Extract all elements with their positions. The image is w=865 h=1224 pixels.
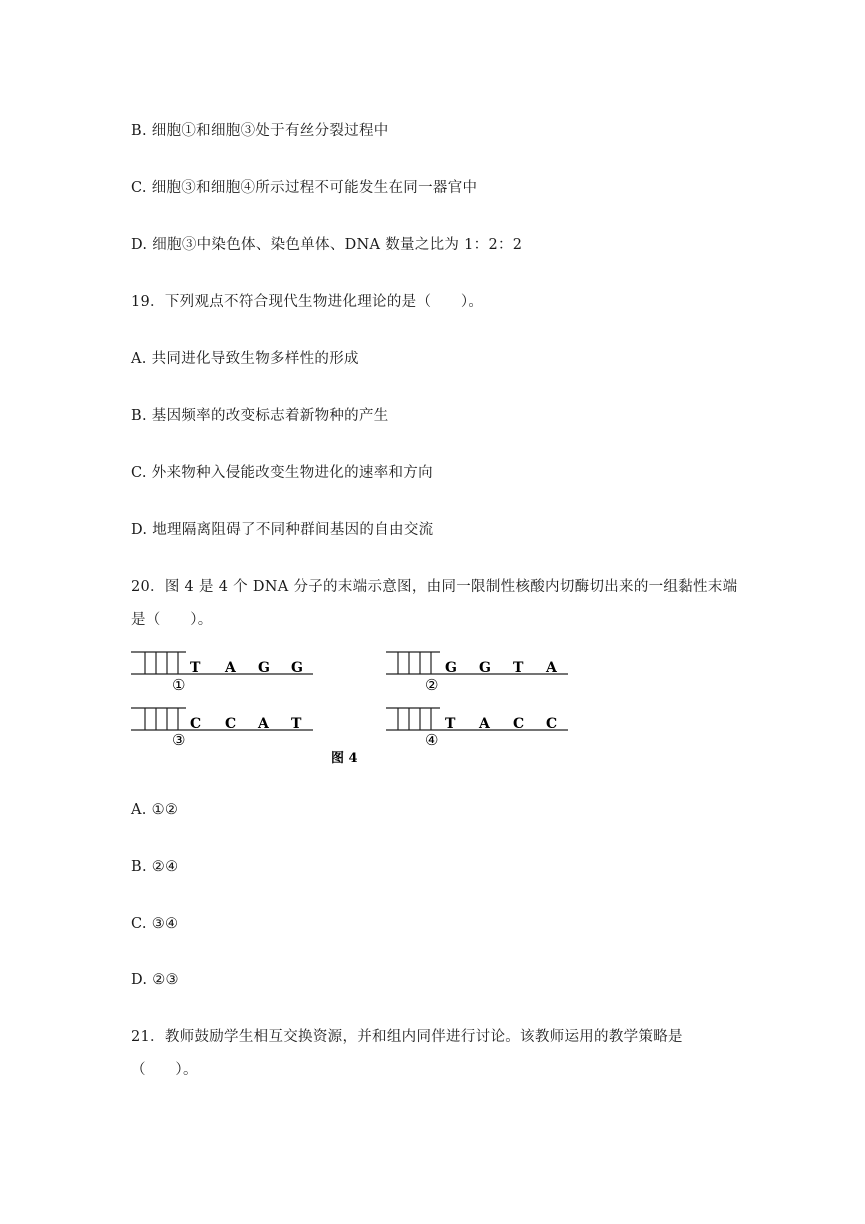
q20-option-a: A. ①② bbox=[131, 802, 179, 818]
end-number-label: ② bbox=[425, 676, 439, 694]
base-label: G bbox=[445, 660, 457, 676]
dna-end-4 bbox=[386, 708, 568, 749]
base-label: A bbox=[479, 716, 490, 732]
end-number-label: ① bbox=[172, 676, 186, 694]
base-label: C bbox=[546, 716, 558, 732]
q19-option-b: B. 基因频率的改变标志着新物种的产生 bbox=[131, 408, 389, 424]
base-label: G bbox=[291, 660, 303, 676]
dna-end-1 bbox=[131, 652, 313, 694]
q19-option-d: D. 地理隔离阻碍了不同种群间基因的自由交流 bbox=[131, 522, 434, 538]
q20-option-c: C. ③④ bbox=[131, 916, 179, 932]
base-label: G bbox=[258, 660, 270, 676]
base-label: C bbox=[513, 716, 525, 732]
base-label: T bbox=[190, 660, 201, 676]
q21-stem-line1: 21．教师鼓励学生相互交换资源，并和组内同伴进行讨论。该教师运用的教学策略是 bbox=[131, 1029, 683, 1045]
base-label: A bbox=[225, 660, 236, 676]
q19-stem: 19．下列观点不符合现代生物进化理论的是（ ）。 bbox=[131, 294, 484, 310]
base-label: C bbox=[225, 716, 237, 732]
q20-option-d: D. ②③ bbox=[131, 972, 179, 988]
base-label: T bbox=[513, 660, 524, 676]
q20-stem-line1: 20．图 4 是 4 个 DNA 分子的末端示意图，由同一限制性核酸内切酶切出来的一组黏性末端 bbox=[131, 579, 738, 595]
dna-ends-figure bbox=[128, 648, 578, 768]
dna-end-2 bbox=[386, 652, 568, 694]
dna-end-3 bbox=[131, 708, 313, 749]
q21-stem-line2: （ ）。 bbox=[131, 1062, 198, 1078]
end-number-label: ④ bbox=[425, 731, 439, 749]
q18-option-b: B. 细胞①和细胞③处于有丝分裂过程中 bbox=[131, 123, 389, 139]
base-label: C bbox=[190, 716, 202, 732]
base-label: T bbox=[291, 716, 302, 732]
base-label: A bbox=[546, 660, 557, 676]
base-label: G bbox=[479, 660, 491, 676]
q19-option-c: C. 外来物种入侵能改变生物进化的速率和方向 bbox=[131, 465, 433, 481]
base-label: A bbox=[258, 716, 269, 732]
base-label: T bbox=[445, 716, 456, 732]
q19-option-a: A. 共同进化导致生物多样性的形成 bbox=[131, 351, 359, 367]
end-number-label: ③ bbox=[172, 731, 186, 749]
q18-option-d: D. 细胞③中染色体、染色单体、DNA 数量之比为 1：2：2 bbox=[131, 237, 523, 253]
q20-option-b: B. ②④ bbox=[131, 859, 179, 875]
q18-option-c: C. 细胞③和细胞④所示过程不可能发生在同一器官中 bbox=[131, 180, 478, 196]
q20-stem-line2: 是（ ）。 bbox=[131, 612, 213, 628]
figure-caption: 图 4 bbox=[331, 751, 358, 766]
